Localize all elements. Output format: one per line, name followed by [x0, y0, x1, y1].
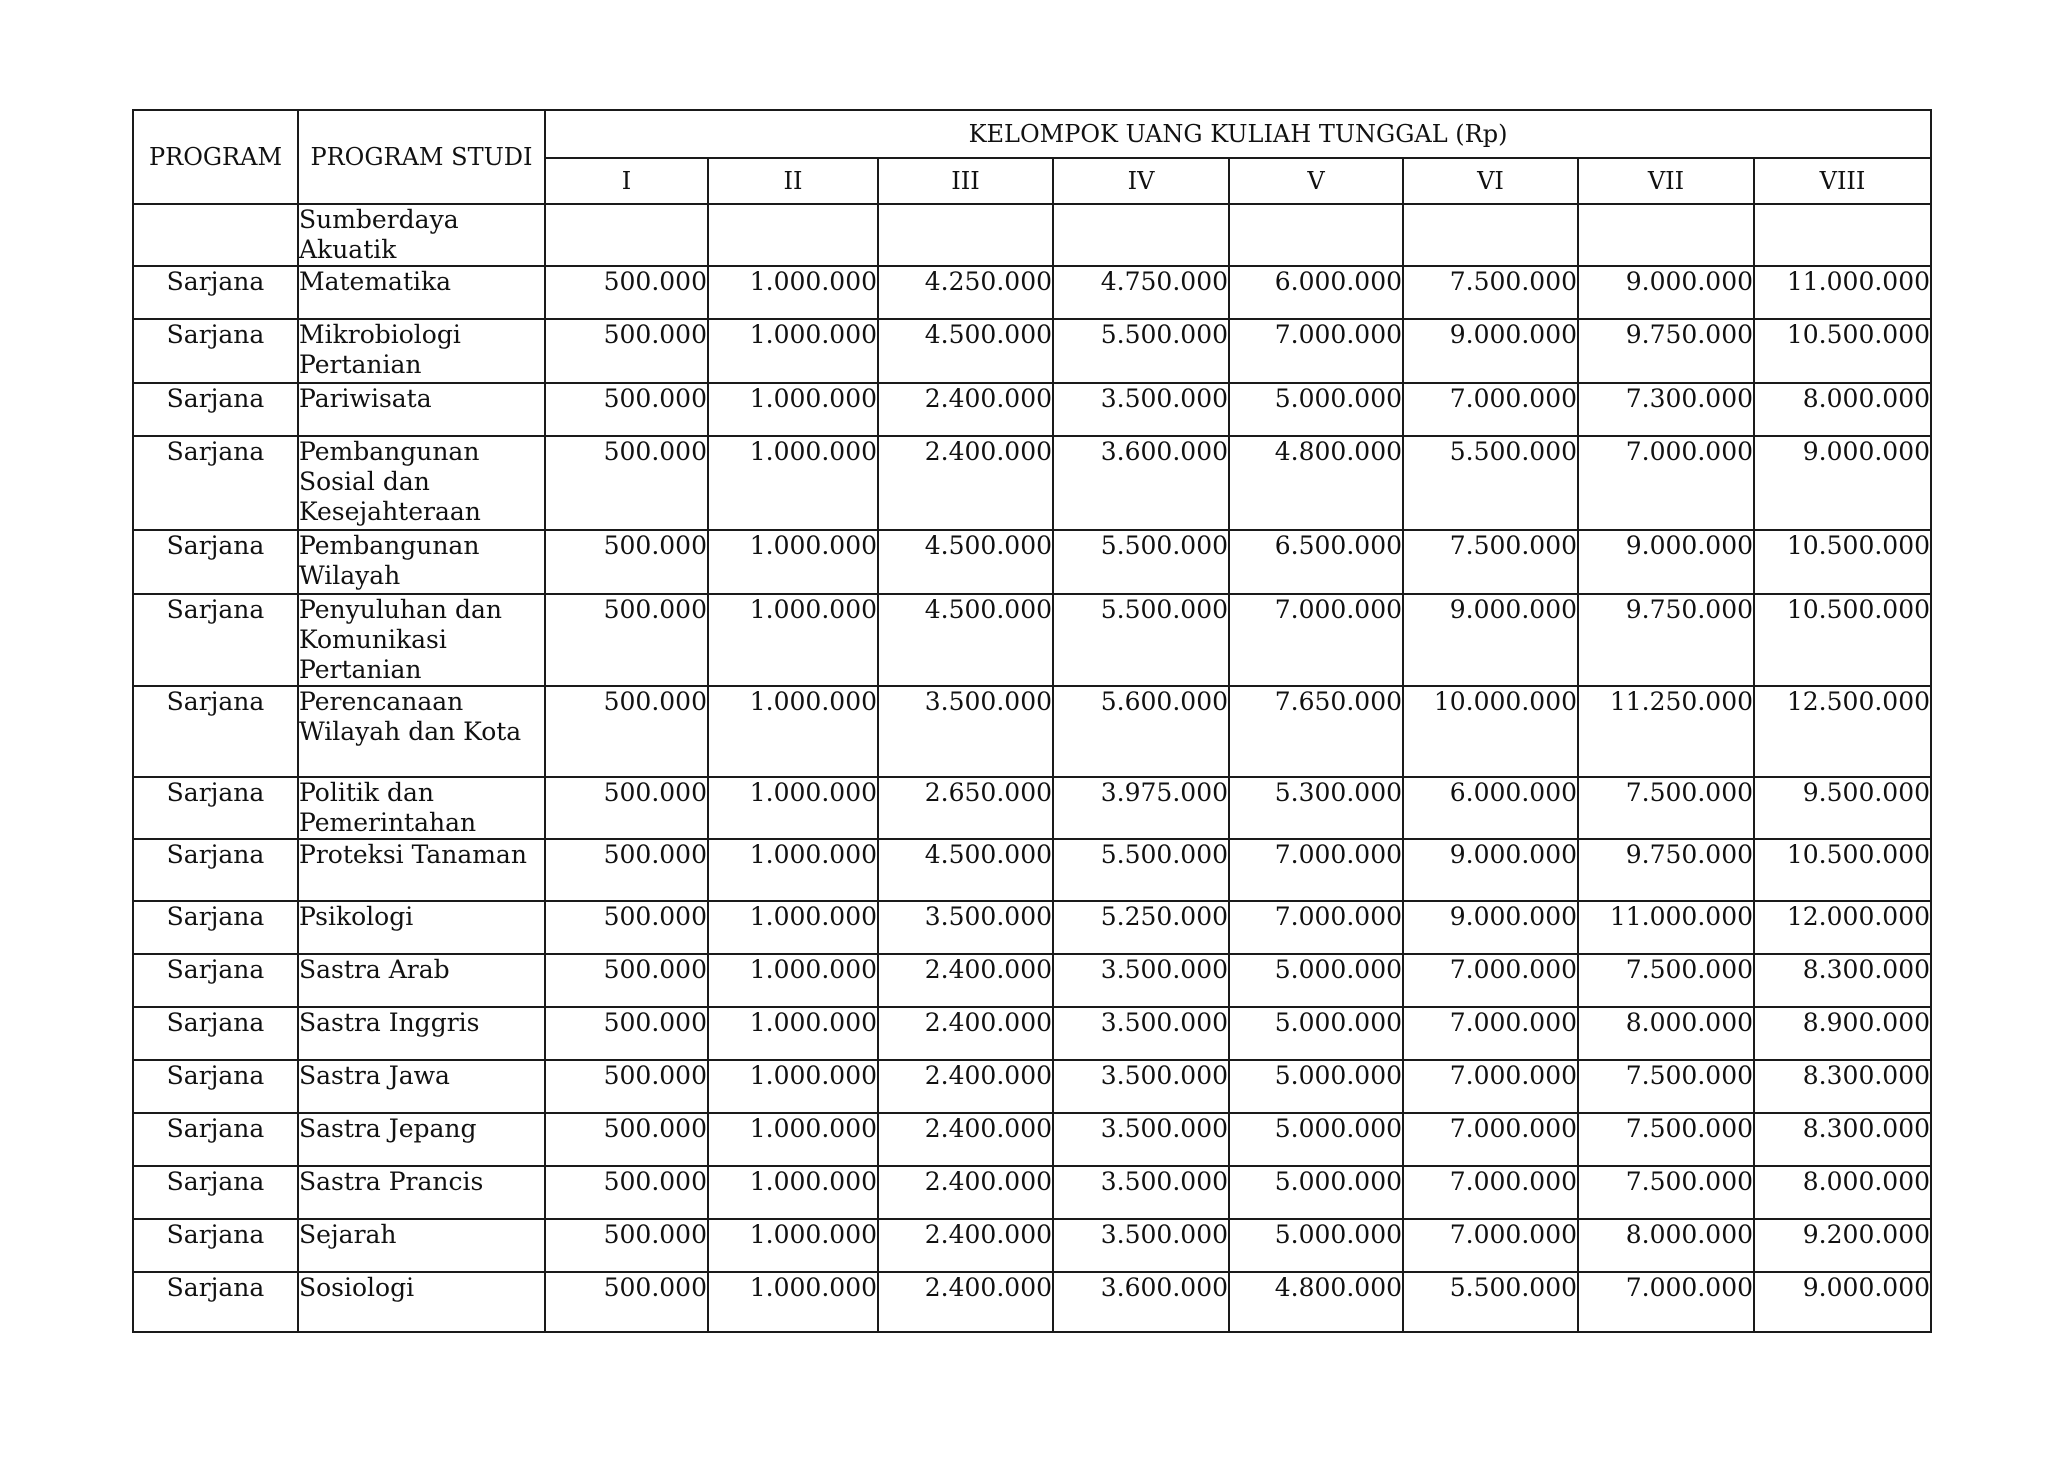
ukt-value-cell: 9.000.000: [1754, 436, 1931, 530]
ukt-value-cell: 9.000.000: [1403, 839, 1578, 901]
ukt-value-cell: 500.000: [545, 1060, 708, 1113]
ukt-value-cell: [878, 204, 1053, 266]
program-cell: Sarjana: [133, 1166, 298, 1219]
program-studi-cell: Perencanaan Wilayah dan Kota: [298, 686, 545, 777]
program-studi-cell: Pembangunan Wilayah: [298, 530, 545, 594]
ukt-value-cell: 11.000.000: [1578, 901, 1754, 954]
ukt-value-cell: 2.400.000: [878, 436, 1053, 530]
ukt-value-cell: 2.400.000: [878, 1219, 1053, 1272]
ukt-value-cell: 10.000.000: [1403, 686, 1578, 777]
ukt-value-cell: 1.000.000: [708, 1007, 878, 1060]
ukt-value-cell: 7.500.000: [1403, 266, 1578, 319]
ukt-value-cell: 1.000.000: [708, 839, 878, 901]
ukt-value-cell: 7.650.000: [1229, 686, 1403, 777]
ukt-value-cell: 5.000.000: [1229, 1219, 1403, 1272]
ukt-value-cell: 7.500.000: [1578, 1166, 1754, 1219]
ukt-value-cell: 500.000: [545, 686, 708, 777]
ukt-value-cell: 7.000.000: [1403, 954, 1578, 1007]
ukt-value-cell: 1.000.000: [708, 954, 878, 1007]
ukt-value-cell: 3.600.000: [1053, 436, 1229, 530]
ukt-value-cell: 2.400.000: [878, 1060, 1053, 1113]
ukt-value-cell: 7.000.000: [1403, 1166, 1578, 1219]
ukt-value-cell: 7.500.000: [1578, 777, 1754, 839]
ukt-value-cell: 9.000.000: [1403, 594, 1578, 686]
ukt-value-cell: 4.500.000: [878, 319, 1053, 383]
ukt-value-cell: 1.000.000: [708, 319, 878, 383]
program-cell: Sarjana: [133, 319, 298, 383]
table-row: [133, 1166, 1931, 1219]
ukt-value-cell: 500.000: [545, 1113, 708, 1166]
ukt-value-cell: [708, 204, 878, 266]
ukt-value-cell: 7.500.000: [1403, 530, 1578, 594]
ukt-value-cell: 10.500.000: [1754, 319, 1931, 383]
ukt-value-cell: 5.000.000: [1229, 383, 1403, 436]
program-cell: Sarjana: [133, 1113, 298, 1166]
ukt-value-cell: 3.500.000: [1053, 954, 1229, 1007]
ukt-value-cell: 9.000.000: [1578, 530, 1754, 594]
ukt-value-cell: 500.000: [545, 839, 708, 901]
ukt-value-cell: 5.000.000: [1229, 1060, 1403, 1113]
table-row: [133, 1219, 1931, 1272]
program-cell: Sarjana: [133, 1272, 298, 1332]
program-studi-cell: Matematika: [298, 266, 545, 319]
ukt-value-cell: 1.000.000: [708, 266, 878, 319]
ukt-value-cell: 7.000.000: [1403, 1219, 1578, 1272]
program-cell: Sarjana: [133, 436, 298, 530]
ukt-value-cell: 9.500.000: [1754, 777, 1931, 839]
header-group: IV: [1053, 158, 1229, 204]
ukt-table: [132, 109, 1932, 1333]
ukt-value-cell: 7.000.000: [1229, 839, 1403, 901]
program-cell: Sarjana: [133, 266, 298, 319]
table-row: [133, 266, 1931, 319]
table-row: [133, 1060, 1931, 1113]
ukt-value-cell: 9.000.000: [1754, 1272, 1931, 1332]
ukt-value-cell: [1053, 204, 1229, 266]
program-cell: Sarjana: [133, 839, 298, 901]
program-studi-cell: Mikrobiologi Pertanian: [298, 319, 545, 383]
ukt-value-cell: 2.400.000: [878, 1272, 1053, 1332]
program-cell: Sarjana: [133, 1219, 298, 1272]
ukt-value-cell: 9.750.000: [1578, 839, 1754, 901]
ukt-value-cell: [1229, 204, 1403, 266]
ukt-value-cell: 500.000: [545, 436, 708, 530]
ukt-value-cell: 10.500.000: [1754, 839, 1931, 901]
ukt-value-cell: 7.500.000: [1578, 954, 1754, 1007]
program-cell: Sarjana: [133, 954, 298, 1007]
ukt-value-cell: 7.000.000: [1229, 319, 1403, 383]
header-group: III: [878, 158, 1053, 204]
ukt-value-cell: 2.400.000: [878, 1113, 1053, 1166]
ukt-value-cell: 3.500.000: [878, 686, 1053, 777]
program-studi-cell: Pariwisata: [298, 383, 545, 436]
header-kelompok: KELOMPOK UANG KULIAH TUNGGAL (Rp): [545, 110, 1931, 158]
table-header: [133, 110, 1931, 204]
ukt-value-cell: 8.000.000: [1754, 1166, 1931, 1219]
program-cell: Sarjana: [133, 1060, 298, 1113]
ukt-value-cell: 4.800.000: [1229, 436, 1403, 530]
ukt-value-cell: 9.200.000: [1754, 1219, 1931, 1272]
ukt-value-cell: 6.000.000: [1403, 777, 1578, 839]
ukt-value-cell: 5.250.000: [1053, 901, 1229, 954]
ukt-value-cell: 8.000.000: [1754, 383, 1931, 436]
ukt-value-cell: 7.000.000: [1403, 1113, 1578, 1166]
ukt-value-cell: 11.250.000: [1578, 686, 1754, 777]
ukt-value-cell: 3.500.000: [878, 901, 1053, 954]
ukt-value-cell: 7.000.000: [1403, 1060, 1578, 1113]
table-row: [133, 383, 1931, 436]
program-cell: Sarjana: [133, 777, 298, 839]
program-studi-cell: Sastra Inggris: [298, 1007, 545, 1060]
ukt-value-cell: 8.300.000: [1754, 1060, 1931, 1113]
program-cell: Sarjana: [133, 383, 298, 436]
table-row: [133, 777, 1931, 839]
ukt-value-cell: 4.750.000: [1053, 266, 1229, 319]
ukt-value-cell: 7.000.000: [1229, 594, 1403, 686]
ukt-value-cell: 1.000.000: [708, 901, 878, 954]
ukt-value-cell: 500.000: [545, 594, 708, 686]
ukt-value-cell: 1.000.000: [708, 1219, 878, 1272]
ukt-value-cell: [1403, 204, 1578, 266]
ukt-value-cell: 1.000.000: [708, 1113, 878, 1166]
ukt-value-cell: 9.750.000: [1578, 319, 1754, 383]
ukt-value-cell: 7.000.000: [1578, 1272, 1754, 1332]
ukt-value-cell: 6.500.000: [1229, 530, 1403, 594]
ukt-value-cell: 2.400.000: [878, 954, 1053, 1007]
header-group: VI: [1403, 158, 1578, 204]
ukt-value-cell: 7.000.000: [1229, 901, 1403, 954]
table-row: [133, 1113, 1931, 1166]
program-studi-cell: Sastra Jepang: [298, 1113, 545, 1166]
ukt-value-cell: 12.500.000: [1754, 686, 1931, 777]
ukt-value-cell: 5.000.000: [1229, 1113, 1403, 1166]
ukt-value-cell: 4.500.000: [878, 530, 1053, 594]
program-cell: Sarjana: [133, 1007, 298, 1060]
ukt-value-cell: 1.000.000: [708, 1166, 878, 1219]
ukt-value-cell: 4.250.000: [878, 266, 1053, 319]
header-group: V: [1229, 158, 1403, 204]
ukt-value-cell: 10.500.000: [1754, 594, 1931, 686]
ukt-value-cell: 5.500.000: [1053, 839, 1229, 901]
ukt-value-cell: 10.500.000: [1754, 530, 1931, 594]
ukt-value-cell: 8.000.000: [1578, 1007, 1754, 1060]
ukt-value-cell: 8.000.000: [1578, 1219, 1754, 1272]
ukt-value-cell: 5.500.000: [1053, 319, 1229, 383]
ukt-value-cell: 9.000.000: [1403, 319, 1578, 383]
ukt-value-cell: 500.000: [545, 383, 708, 436]
ukt-value-cell: 2.400.000: [878, 1166, 1053, 1219]
ukt-value-cell: 7.500.000: [1578, 1060, 1754, 1113]
program-studi-cell: Psikologi: [298, 901, 545, 954]
program-studi-cell: Sastra Arab: [298, 954, 545, 1007]
ukt-value-cell: 3.500.000: [1053, 1113, 1229, 1166]
ukt-value-cell: 1.000.000: [708, 777, 878, 839]
ukt-value-cell: 500.000: [545, 777, 708, 839]
ukt-value-cell: 2.650.000: [878, 777, 1053, 839]
program-cell: Sarjana: [133, 901, 298, 954]
ukt-value-cell: 11.000.000: [1754, 266, 1931, 319]
ukt-value-cell: 1.000.000: [708, 383, 878, 436]
ukt-value-cell: 3.500.000: [1053, 1219, 1229, 1272]
ukt-value-cell: 5.500.000: [1403, 436, 1578, 530]
table-row: [133, 901, 1931, 954]
header-group: VII: [1578, 158, 1754, 204]
ukt-value-cell: 7.500.000: [1578, 1113, 1754, 1166]
table-body: [133, 204, 1931, 1332]
ukt-value-cell: 500.000: [545, 319, 708, 383]
ukt-value-cell: 3.600.000: [1053, 1272, 1229, 1332]
ukt-value-cell: 8.300.000: [1754, 954, 1931, 1007]
ukt-value-cell: 7.300.000: [1578, 383, 1754, 436]
ukt-value-cell: 8.900.000: [1754, 1007, 1931, 1060]
ukt-value-cell: 500.000: [545, 266, 708, 319]
ukt-value-cell: 6.000.000: [1229, 266, 1403, 319]
header-group: I: [545, 158, 708, 204]
program-studi-cell: Sumberdaya Akuatik: [298, 204, 545, 266]
ukt-value-cell: 1.000.000: [708, 436, 878, 530]
program-studi-cell: Penyuluhan dan Komunikasi Pertanian: [298, 594, 545, 686]
program-cell: Sarjana: [133, 686, 298, 777]
program-studi-cell: Sastra Prancis: [298, 1166, 545, 1219]
ukt-value-cell: 7.000.000: [1403, 1007, 1578, 1060]
ukt-value-cell: 1.000.000: [708, 1272, 878, 1332]
ukt-value-cell: 1.000.000: [708, 686, 878, 777]
table-row: [133, 594, 1931, 686]
ukt-value-cell: 3.500.000: [1053, 383, 1229, 436]
header-row-top: [133, 110, 1931, 158]
ukt-value-cell: 9.750.000: [1578, 594, 1754, 686]
ukt-value-cell: 3.500.000: [1053, 1060, 1229, 1113]
ukt-value-cell: 500.000: [545, 1007, 708, 1060]
ukt-value-cell: 3.500.000: [1053, 1007, 1229, 1060]
table-row: [133, 954, 1931, 1007]
table-row: [133, 319, 1931, 383]
ukt-value-cell: 7.000.000: [1578, 436, 1754, 530]
table-row: [133, 530, 1931, 594]
program-studi-cell: Sosiologi: [298, 1272, 545, 1332]
ukt-value-cell: 4.800.000: [1229, 1272, 1403, 1332]
program-cell: [133, 204, 298, 266]
program-studi-cell: Proteksi Tanaman: [298, 839, 545, 901]
ukt-value-cell: 5.500.000: [1053, 594, 1229, 686]
ukt-value-cell: 2.400.000: [878, 1007, 1053, 1060]
ukt-value-cell: 5.000.000: [1229, 1166, 1403, 1219]
program-studi-cell: Sejarah: [298, 1219, 545, 1272]
ukt-value-cell: [1754, 204, 1931, 266]
ukt-value-cell: 9.000.000: [1578, 266, 1754, 319]
ukt-value-cell: 1.000.000: [708, 530, 878, 594]
program-studi-cell: Sastra Jawa: [298, 1060, 545, 1113]
ukt-value-cell: 4.500.000: [878, 839, 1053, 901]
table-row: [133, 204, 1931, 266]
ukt-value-cell: 1.000.000: [708, 1060, 878, 1113]
ukt-value-cell: 12.000.000: [1754, 901, 1931, 954]
ukt-value-cell: 1.000.000: [708, 594, 878, 686]
ukt-value-cell: 5.500.000: [1403, 1272, 1578, 1332]
ukt-value-cell: 2.400.000: [878, 383, 1053, 436]
ukt-value-cell: 500.000: [545, 1166, 708, 1219]
ukt-value-cell: 500.000: [545, 901, 708, 954]
program-cell: Sarjana: [133, 530, 298, 594]
ukt-value-cell: 3.975.000: [1053, 777, 1229, 839]
ukt-value-cell: [1578, 204, 1754, 266]
table-row: [133, 1007, 1931, 1060]
program-studi-cell: Politik dan Pemerintahan: [298, 777, 545, 839]
table-row: [133, 686, 1931, 777]
program-studi-cell: Pembangunan Sosial dan Kesejahteraan: [298, 436, 545, 530]
table-row: [133, 1272, 1931, 1332]
ukt-value-cell: 500.000: [545, 954, 708, 1007]
ukt-value-cell: 500.000: [545, 530, 708, 594]
ukt-value-cell: 500.000: [545, 1219, 708, 1272]
program-cell: Sarjana: [133, 594, 298, 686]
ukt-value-cell: [545, 204, 708, 266]
ukt-value-cell: 3.500.000: [1053, 1166, 1229, 1219]
ukt-value-cell: 4.500.000: [878, 594, 1053, 686]
ukt-value-cell: 7.000.000: [1403, 383, 1578, 436]
ukt-value-cell: 500.000: [545, 1272, 708, 1332]
table-row: [133, 839, 1931, 901]
table-row: [133, 436, 1931, 530]
ukt-value-cell: 5.300.000: [1229, 777, 1403, 839]
ukt-value-cell: 8.300.000: [1754, 1113, 1931, 1166]
header-group: II: [708, 158, 878, 204]
header-group: VIII: [1754, 158, 1931, 204]
header-program-studi: PROGRAM STUDI: [298, 110, 545, 204]
ukt-value-cell: 5.600.000: [1053, 686, 1229, 777]
ukt-value-cell: 5.000.000: [1229, 954, 1403, 1007]
header-program: PROGRAM: [133, 110, 298, 204]
ukt-value-cell: 5.000.000: [1229, 1007, 1403, 1060]
ukt-value-cell: 9.000.000: [1403, 901, 1578, 954]
ukt-value-cell: 5.500.000: [1053, 530, 1229, 594]
